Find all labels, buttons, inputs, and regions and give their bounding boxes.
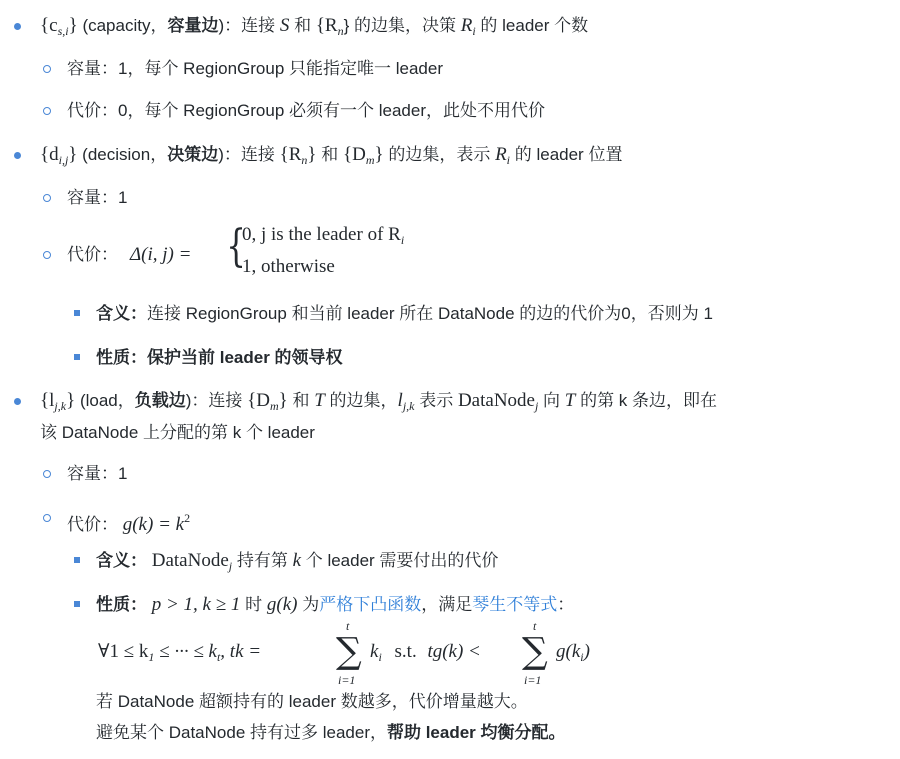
sum-lower-limit: i=1 bbox=[524, 673, 542, 687]
sum-upper-limit: t bbox=[346, 619, 350, 633]
cost-text: 代价：0，每个 RegionGroup 必须有一个 leader，此处不用代价 bbox=[67, 101, 545, 120]
bullet-circle bbox=[43, 514, 51, 522]
bullet-dot bbox=[14, 23, 21, 30]
bullet-square bbox=[74, 557, 80, 563]
sum-lower-limit: i=1 bbox=[338, 673, 356, 687]
cost-label: 代价： bbox=[67, 245, 118, 264]
note-line-2: 避免某个 DataNode 持有过多 leader，帮助 leader 均衡分配。 bbox=[96, 723, 566, 742]
cost-line: 代价： $g(k) = k^2$ bbox=[67, 511, 191, 535]
delta-formula: Δ(i, j) = bbox=[130, 244, 192, 265]
formula-left: ∀1 ≤ $k_1$ ≤ ··· ≤ $k_t$, tk = bbox=[98, 641, 262, 664]
capacity-edge-line: $\{c_{s,i}\}$ (capacity，容量边)：连接 S 和 $\{R_n\}$ 的边集，决策 $R_i$ 的 leader 个数 bbox=[40, 15, 589, 38]
bullet-square bbox=[74, 354, 80, 360]
property-line: 性质：保护当前 leader 的领导权 bbox=[96, 348, 343, 367]
load-edge-line: $\{l_{j,k}\}$ (load，负载边)：连接 $\{D_m\}$ 和 T 的边集，$l_{j,k}$ 表示 DataNode$_j$ 向 T 的第 k 条边，即在 bbox=[40, 390, 718, 413]
formula-right: $g(k_i)$ bbox=[556, 641, 590, 664]
bullet-dot bbox=[14, 398, 21, 405]
convex-function-link[interactable]: 严格下凸函数 bbox=[319, 595, 422, 614]
bullet-square bbox=[74, 601, 80, 607]
case-line-2: 1, otherwise bbox=[242, 256, 335, 277]
load-edge-line-2: 该 DataNode 上分配的第 k 个 leader bbox=[40, 423, 315, 442]
sum-symbol: ∑ bbox=[522, 631, 548, 672]
bullet-square bbox=[74, 310, 80, 316]
capacity-text: 容量：1，每个 RegionGroup 只能指定唯一 leader bbox=[67, 59, 443, 78]
formula-middle: $k_i$ s.t. tg(k) < bbox=[370, 641, 481, 664]
capacity-text: 容量：1 bbox=[67, 188, 128, 207]
bullet-circle bbox=[43, 194, 51, 202]
bullet-circle bbox=[43, 107, 51, 115]
bullet-circle bbox=[43, 65, 51, 73]
capacity-text: 容量：1 bbox=[67, 464, 128, 483]
bullet-circle bbox=[43, 470, 51, 478]
note-line-1: 若 DataNode 超额持有的 leader 数越多，代价增量越大。 bbox=[96, 692, 528, 711]
bullet-circle bbox=[43, 251, 51, 259]
math-symbol: {c bbox=[40, 15, 58, 36]
case-line-1: 0, j is the leader of $R_i$ bbox=[242, 224, 405, 247]
cases-brace: { bbox=[226, 221, 246, 272]
meaning-line: 含义： DataNode$_j$ 持有第 k 个 leader 需要付出的代价 bbox=[96, 550, 499, 573]
bullet-dot bbox=[14, 152, 21, 159]
jensen-inequality-link[interactable]: 琴生不等式 bbox=[472, 595, 558, 614]
property-line: 性质： p > 1, k ≥ 1 时 g(k) 为严格下凸函数，满足琴生不等式： bbox=[96, 594, 575, 615]
meaning-line: 含义：连接 RegionGroup 和当前 leader 所在 DataNode 的边的代价为0，否则为 1 bbox=[96, 304, 713, 323]
decision-edge-line: $\{d_{i,j}\}$ (decision，决策边)：连接 $\{R_n\}$ 和 $\{D_m\}$ 的边集，表示 $R_i$ 的 leader 位置 bbox=[40, 144, 623, 167]
sum-symbol: ∑ bbox=[336, 631, 362, 672]
sum-upper-limit: t bbox=[533, 619, 537, 633]
